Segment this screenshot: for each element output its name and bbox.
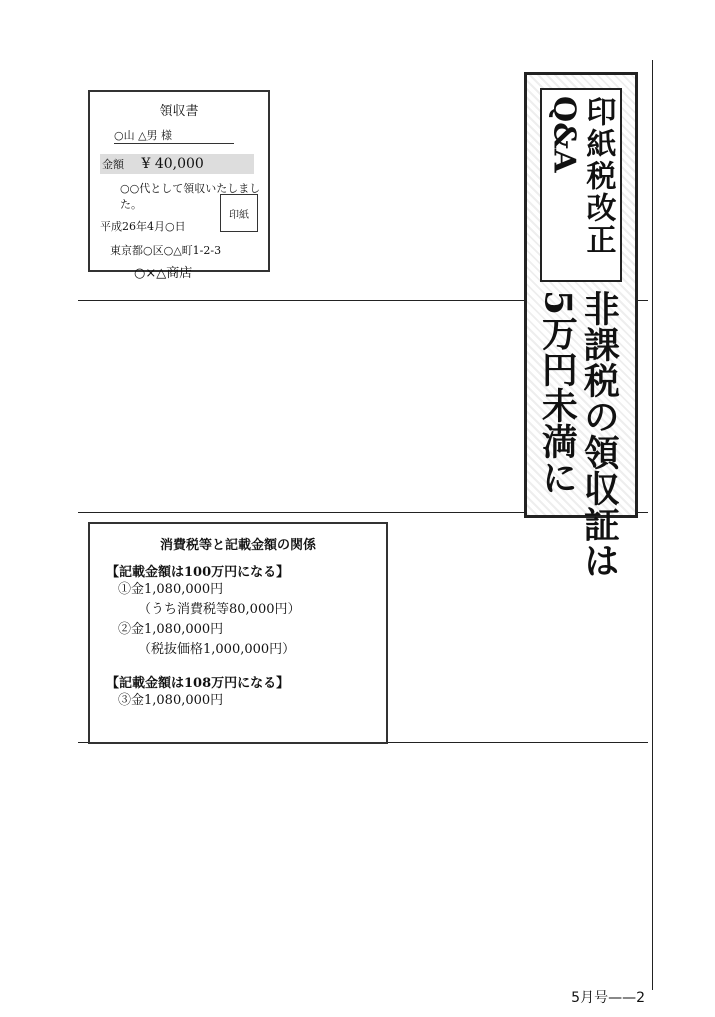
table-sec1: 【記載金額は100万円になる】 bbox=[106, 565, 290, 580]
table-r3: ③金1,080,000円 bbox=[118, 693, 224, 708]
table-r2: ②金1,080,000円 bbox=[118, 622, 224, 637]
right-margin-rule bbox=[652, 60, 653, 990]
receipt-amount-label: 金額 bbox=[102, 158, 124, 171]
table-sec2: 【記載金額は108万円になる】 bbox=[106, 676, 290, 691]
table-heading: 消費税等と記載金額の関係 bbox=[159, 538, 316, 553]
table-r1b: （うち消費税等80,000円） bbox=[138, 602, 301, 617]
receipt-name: ○山 △男 様 bbox=[114, 127, 234, 144]
table-r1: ①金1,080,000円 bbox=[118, 582, 224, 597]
receipt-note: ○○代として領収いたしました。 bbox=[120, 182, 261, 211]
title-line4: 5万円未満に bbox=[536, 290, 579, 496]
receipt-address: 東京都○区○△町1-2-3 bbox=[110, 244, 222, 257]
receipt-title: 領収書 bbox=[159, 104, 199, 119]
receipt-stamp: 印紙 bbox=[220, 194, 258, 232]
title-line2: Q&A bbox=[546, 96, 582, 173]
receipt-date: 平成26年4月○日 bbox=[100, 220, 186, 233]
title-line1: 印紙税改正 bbox=[580, 96, 616, 256]
receipt-figure bbox=[88, 90, 270, 281]
page-footer: 5月号——2 bbox=[571, 990, 645, 1006]
table-r2b: （税抜価格1,000,000円） bbox=[138, 642, 296, 657]
receipt-amount: ¥ 40,000 bbox=[141, 156, 204, 172]
tax-table-figure bbox=[88, 522, 388, 744]
receipt-shop: ○×△商店 bbox=[134, 266, 193, 281]
title-line3: 非課税の領収証は bbox=[578, 290, 621, 578]
